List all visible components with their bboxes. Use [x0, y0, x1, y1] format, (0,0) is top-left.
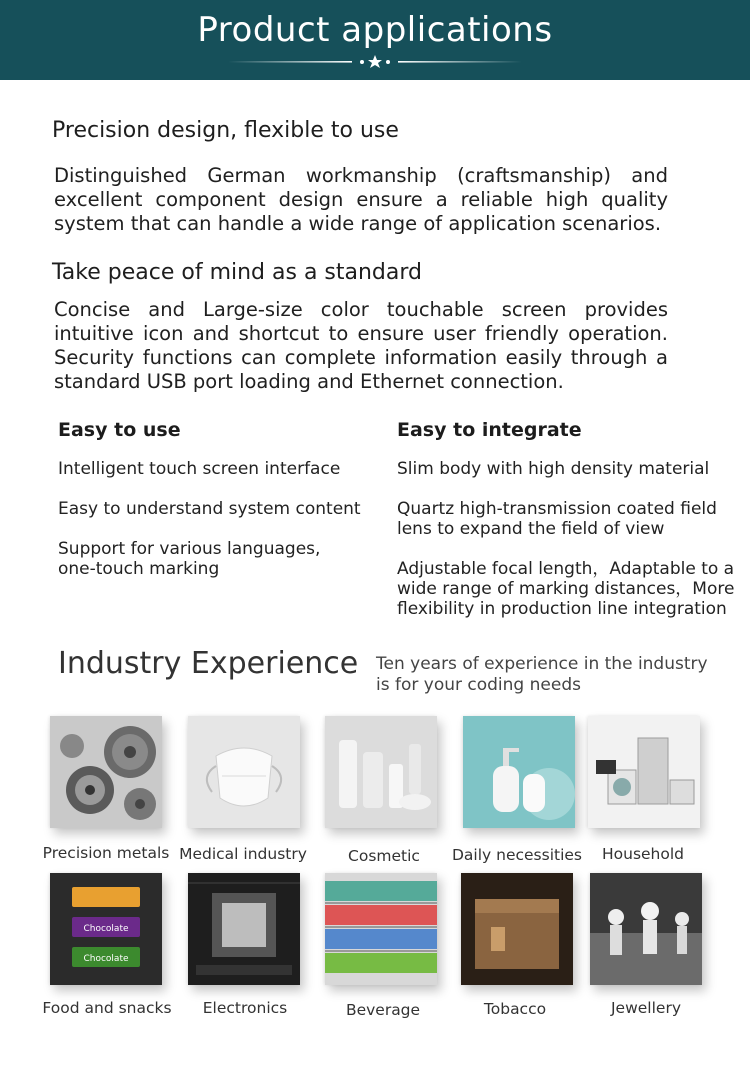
section-title: Take peace of mind as a standard — [52, 260, 423, 285]
gears-photo-icon — [50, 716, 162, 828]
home-appliances-photo-icon — [588, 716, 700, 828]
feature-item: Quartz high-transmission coated field lens to expand the field of view — [397, 499, 717, 539]
jewellery-display-photo-icon — [590, 873, 702, 985]
svg-text:Chocolate: Chocolate — [83, 954, 129, 964]
tobacco-box-photo-icon — [461, 873, 573, 985]
feature-item: Intelligent touch screen interface — [58, 459, 341, 479]
section-body: Concise and Large-size color touchable screen provides intuitive icon and shortcut to ensure user friendly operation. Security functions can complete information easily through a standard USB port loading and Ethernet connection. — [54, 298, 668, 393]
face-mask-photo-icon — [188, 716, 300, 828]
industry-caption: Jewellery — [610, 999, 681, 1017]
page-title: Product applications — [197, 10, 553, 50]
section-body: Distinguished German workmanship (craftsmanship) and excellent component design ensure a reliable high quality system that can handle a wide range of application scenarios. — [54, 164, 668, 235]
industry-caption: Tobacco — [483, 1000, 547, 1018]
industry-caption: Medical industry — [179, 845, 307, 863]
cpu-chip-photo-icon — [188, 873, 300, 985]
industry-caption: Household — [601, 845, 685, 863]
feature-item: Adjustable focal length，Adaptable to a wide range of marking distances，More flexibility in production line integration — [397, 559, 735, 619]
pump-bottles-photo-icon — [463, 716, 575, 828]
industry-caption: Cosmetic — [348, 847, 420, 865]
features-left-title: Easy to use — [58, 419, 181, 441]
industry-caption: Precision metals — [42, 844, 170, 862]
drink-shelves-photo-icon — [325, 873, 437, 985]
feature-item: Easy to understand system content — [58, 499, 361, 519]
feature-item: Slim body with high density material — [397, 459, 710, 479]
industry-caption: Food and snacks — [42, 999, 172, 1017]
industry-caption: Electronics — [202, 999, 288, 1017]
cosmetic-bottles-photo-icon — [325, 716, 437, 828]
section-title: Precision design, flexible to use — [52, 118, 399, 143]
snack-bars-photo-icon — [50, 873, 162, 985]
industry-subtitle: Ten years of experience in the industry is for your coding needs — [376, 654, 708, 695]
svg-text:Chocolate: Chocolate — [83, 924, 129, 934]
industry-caption: Beverage — [345, 1001, 421, 1019]
star-divider-icon — [228, 54, 522, 70]
header-banner — [0, 0, 750, 80]
feature-item: Support for various languages, one-touch marking — [58, 539, 321, 579]
industry-caption: Daily necessities — [451, 846, 583, 864]
features-right-title: Easy to integrate — [397, 419, 582, 441]
industry-title: Industry Experience — [58, 646, 359, 681]
